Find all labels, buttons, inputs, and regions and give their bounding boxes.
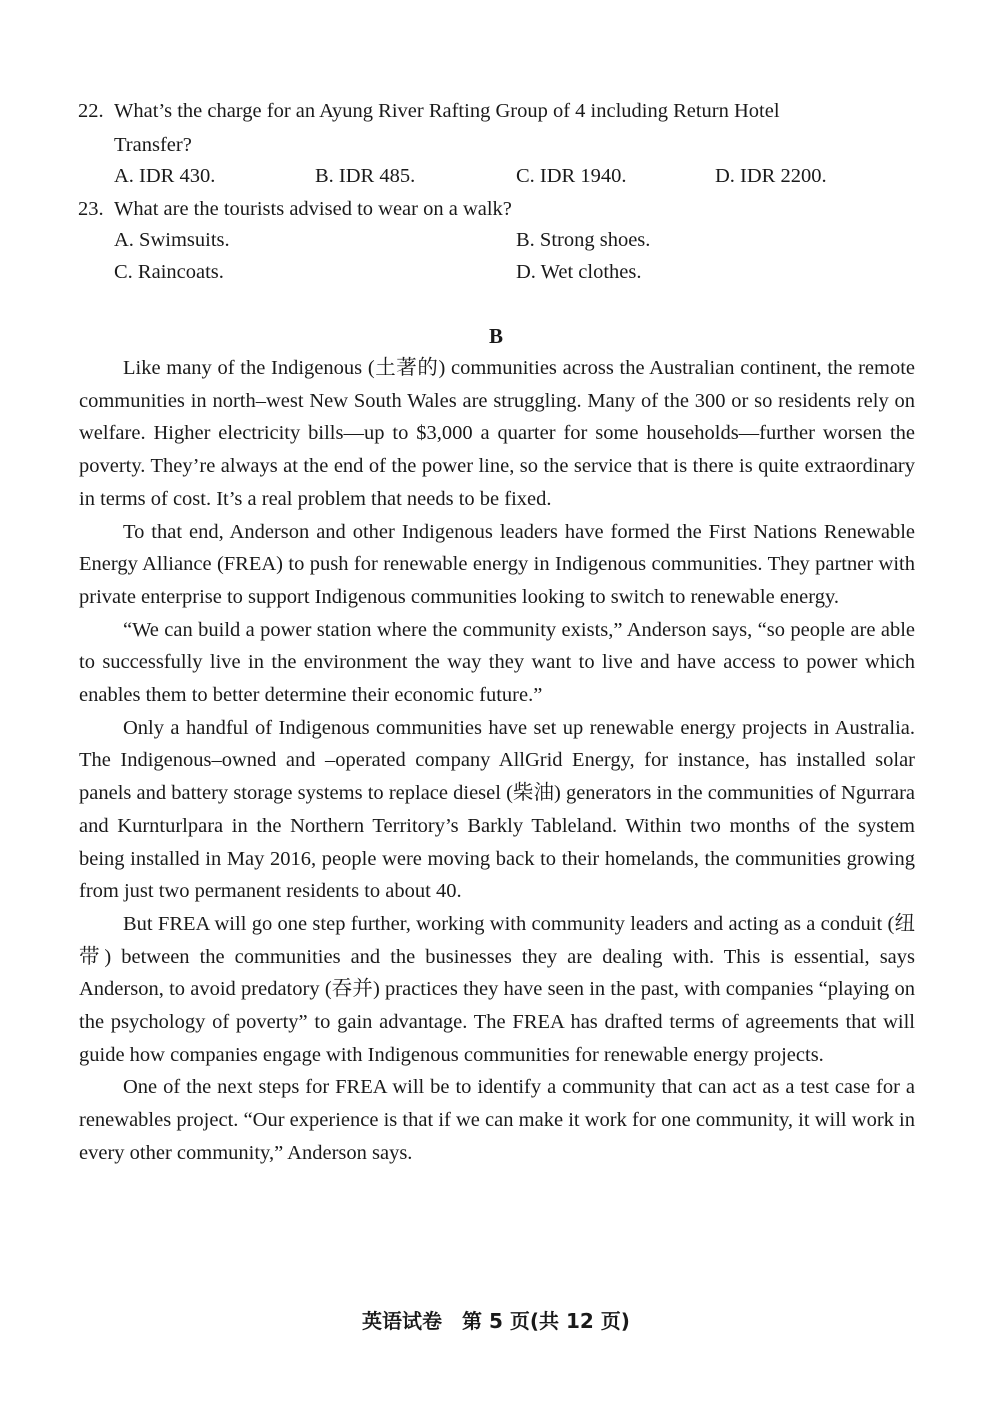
passage-paragraph: To that end, Anderson and other Indigenous leaders have formed the First Nations Renewable Energy Alliance (FREA) to push for renewable energy in Indigenous communities. They partner with private enterprise to support Indigenous communities looking to switch to renewable energy.: [79, 520, 915, 608]
option-d: D. Wet clothes.: [516, 261, 642, 283]
question-text: What are the tourists advised to wear on a walk?: [114, 198, 512, 220]
reading-passage: [79, 352, 915, 1170]
passage-paragraph: “We can build a power station where the community exists,” Anderson says, “so people are able to successfully live in the environment the way they want to live and have access to power which enables them to better determine their economic future.”: [79, 618, 915, 707]
question-text-continued: Transfer?: [114, 134, 192, 156]
page-footer: 英语试卷 第 5 页(共 12 页): [362, 1309, 630, 1333]
option-b: B. IDR 485.: [315, 165, 416, 187]
option-a: A. IDR 430.: [114, 165, 216, 187]
section-title: B: [488, 324, 503, 348]
option-d: D. IDR 2200.: [715, 165, 827, 187]
option-b: B. Strong shoes.: [516, 229, 651, 251]
option-c: C. Raincoats.: [114, 261, 224, 283]
question-23-line1: [78, 192, 928, 226]
question-22: [78, 94, 928, 162]
question-23: [78, 192, 928, 226]
question-number: 23.: [78, 198, 104, 220]
question-text: What’s the charge for an Ayung River Rafting Group of 4 including Return Hotel: [114, 100, 780, 122]
question-22-line1: [78, 94, 928, 128]
passage-paragraph: Only a handful of Indigenous communities have set up renewable energy projects in Australia. The Indigenous–owned and –operated company AllGrid Energy, for instance, has installed solar panels and battery storage systems to replace diesel (柴油) generators in the communities of Ngurrara and Kurnturlpara in the Northern Territory’s Barkly Tableland. Within two months of the system being installed in May 2016, people were moving back to their homelands, the communities growing from just two permanent residents to about 40.: [79, 716, 915, 903]
option-c: C. IDR 1940.: [516, 165, 627, 187]
question-number: 22.: [78, 100, 104, 122]
passage-paragraph: Like many of the Indigenous (土著的) communities across the Australian continent, the remote communities in north–west New South Wales are struggling. Many of the 300 or so residents rely on welfare. Higher electricity bills—up to $3,000 a quarter for some households—further worsen the poverty. They’re always at the end of the power line, so the service that is there is quite extraordinary in terms of cost. It’s a real problem that needs to be fixed.: [79, 357, 915, 510]
passage-paragraph: But FREA will go one step further, working with community leaders and acting as a conduit (纽带) between the communities and the businesses they are dealing with. This is essential, says Anderson, to avoid predatory (吞并) practices they have seen in the past, with companies “playing on the psychology of poverty” to gain advantage. The FREA has drafted terms of agreements that will guide how companies engage with Indigenous communities for renewable energy projects.: [79, 912, 915, 1066]
passage-paragraph: One of the next steps for FREA will be to identify a community that can act as a test case for a renewables project. “Our experience is that if we can make it work for one community, it will work in every other community,” Anderson says.: [79, 1076, 915, 1164]
option-a: A. Swimsuits.: [114, 229, 230, 251]
